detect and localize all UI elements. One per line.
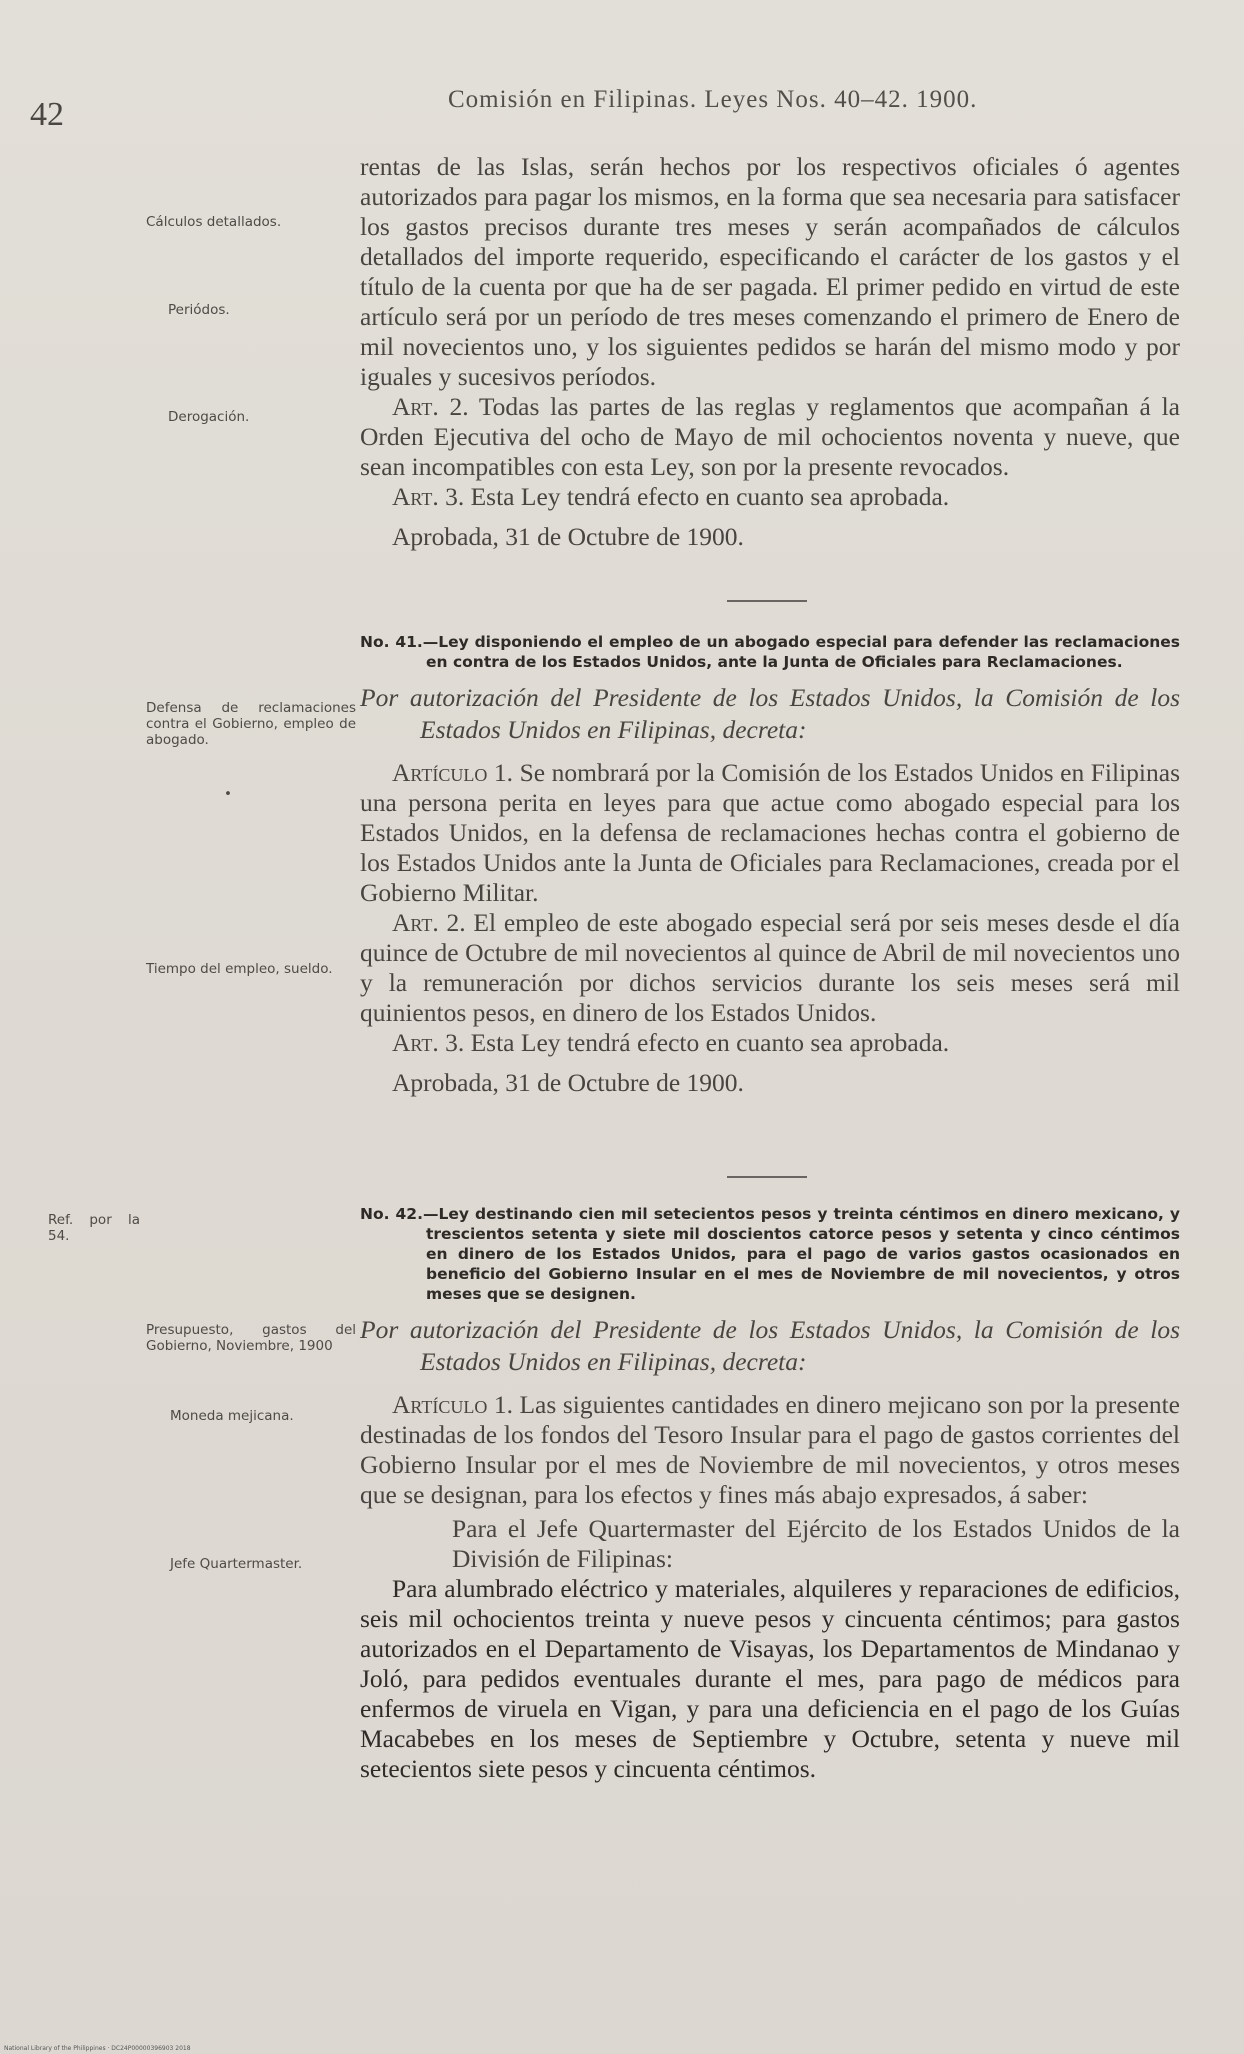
page-number: 42 bbox=[30, 96, 64, 133]
margin-note-derogacion: Derogación. bbox=[168, 409, 250, 425]
margin-note-jefe: Jefe Quartermaster. bbox=[170, 1556, 303, 1572]
law41-art3: Art. 3. Esta Ley tendrá efecto en cuanto sea aprobada. bbox=[392, 1028, 950, 1057]
law41-art1: Artículo 1. Se nombrará por la Comisión de los Estados Unidos en Filipinas una persona perita en leyes para que actue como abogado especial para los Estados Unidos, en la defensa de reclamaciones hechas contra el gobierno de los Estados Unidos ante la Junta de Oficiales para Reclamaciones, creada por el Gobierno Militar. bbox=[360, 758, 1181, 907]
law42-subheading: Para el Jefe Quartermaster del Ejército de los Estados Unidos de la División de Filipinas: bbox=[452, 1514, 1180, 1573]
law42-enacting-clause: Por autorización del Presidente de los Estados Unidos, la Comisión de los Estados Unidos en Filipinas, decreta: bbox=[360, 1315, 1180, 1376]
law42-block bbox=[360, 1204, 1180, 1784]
law42-paragraph: Para alumbrado eléctrico y materiales, alquileres y reparaciones de edificios, seis mil ochocientos treinta y nueve pesos y cincuenta céntimos; para gastos autorizados en el Departamento de Visayas, los Departamentos de Mindanao y Joló, para pedidos eventuales durante el mes, para pago de médicos para enfermos de viruela en Vigan, y para una deficiencia en el pago de los Guías Macabebes en los meses de Septiembre y Octubre, setenta y nueve mil setecientos siete pesos y cincuenta céntimos. bbox=[360, 1574, 1180, 1783]
law41-approved: Aprobada, 31 de Octubre de 1900. bbox=[392, 1068, 744, 1097]
law40-block bbox=[360, 152, 1180, 552]
law41-title: No. 41.—Ley disponiendo el empleo de un abogado especial para defender las reclamaciones en contra de los Estados Unidos, ante la Junta de Oficiales para Reclamaciones. bbox=[360, 633, 1180, 671]
law40-art2: Art. 2. Todas las partes de las reglas y reglamentos que acompañan á la Orden Ejecutiva del ocho de Mayo de mil ochocientos noventa y nueve, que sean incompatibles con esta Ley, son por la presente revocados. bbox=[360, 392, 1180, 481]
margin-note-calculos: Cálculos detallados. bbox=[146, 214, 282, 230]
margin-note-tiempo: Tiempo del empleo, sueldo. bbox=[146, 961, 333, 977]
section-divider-1 bbox=[727, 600, 807, 602]
margin-note-moneda: Moneda mejicana. bbox=[170, 1408, 294, 1424]
law41-art2: Art. 2. El empleo de este abogado especial será por seis meses desde el día quince de Octubre de mil novecientos al quince de Abril de mil novecientos uno y la remuneración por dichos servicios durante los seis meses será mil quinientos pesos, en dinero de los Estados Unidos. bbox=[360, 908, 1180, 1027]
margin-note-ref: Ref. por la 54. bbox=[48, 1212, 140, 1244]
law41-enacting-clause: Por autorización del Presidente de los Estados Unidos, la Comisión de los Estados Unidos en Filipinas, decreta: bbox=[360, 683, 1180, 744]
margin-note-presupuesto: Presupuesto, gastos del Gobierno, Noviembre, 1900 bbox=[146, 1322, 356, 1354]
margin-bullet: • bbox=[224, 786, 232, 802]
law40-art3: Art. 3. Esta Ley tendrá efecto en cuanto sea aprobada. bbox=[392, 482, 950, 511]
law40-continuation: rentas de las Islas, serán hechos por los respectivos oficiales ó agentes autorizados para pagar los mismos, en la forma que sea necesaria para satisfacer los gastos precisos durante tres meses y serán acompañados de cálculos detallados del importe requerido, especificando el carácter de los gastos y el título de la cuenta por que ha de ser pagada. El primer pedido en virtud de este artículo será por un período de tres meses comenzando el primero de Enero de mil novecientos uno, y los siguientes pedidos se harán del mismo modo y por iguales y sucesivos períodos. bbox=[360, 152, 1180, 391]
section-divider-2 bbox=[727, 1176, 807, 1178]
margin-note-periodos: Periódos. bbox=[168, 302, 230, 318]
law41-block bbox=[360, 632, 1180, 1098]
law42-title: No. 42.—Ley destinando cien mil setecientos pesos y treinta céntimos en dinero mexicano, y trescientos setenta y siete mil doscientos catorce pesos y setenta y cinco céntimos en dinero de los Estados Unidos, para el pago de varios gastos ocasionados en beneficio del Gobierno Insular en el mes de Noviembre de mil novecientos, y otros meses que se designen. bbox=[360, 1205, 1180, 1303]
law40-approved: Aprobada, 31 de Octubre de 1900. bbox=[392, 522, 744, 551]
footer-stamp: National Library of the Philippines · DC24P00000396903 2018 bbox=[4, 2045, 191, 2052]
law42-art1: Artículo 1. Las siguientes cantidades en dinero mejicano son por la presente destinadas de los fondos del Tesoro Insular para el pago de gastos corrientes del Gobierno Insular por el mes de Noviembre de mil novecientos, y otros meses que se designan, para los efectos y fines más abajo expresados, á saber: bbox=[360, 1390, 1180, 1509]
margin-note-defensa: Defensa de reclamaciones contra el Gobierno, empleo de abogado. bbox=[146, 700, 356, 748]
running-header: Comisión en Filipinas. Leyes Nos. 40–42. 1900. bbox=[448, 86, 978, 113]
